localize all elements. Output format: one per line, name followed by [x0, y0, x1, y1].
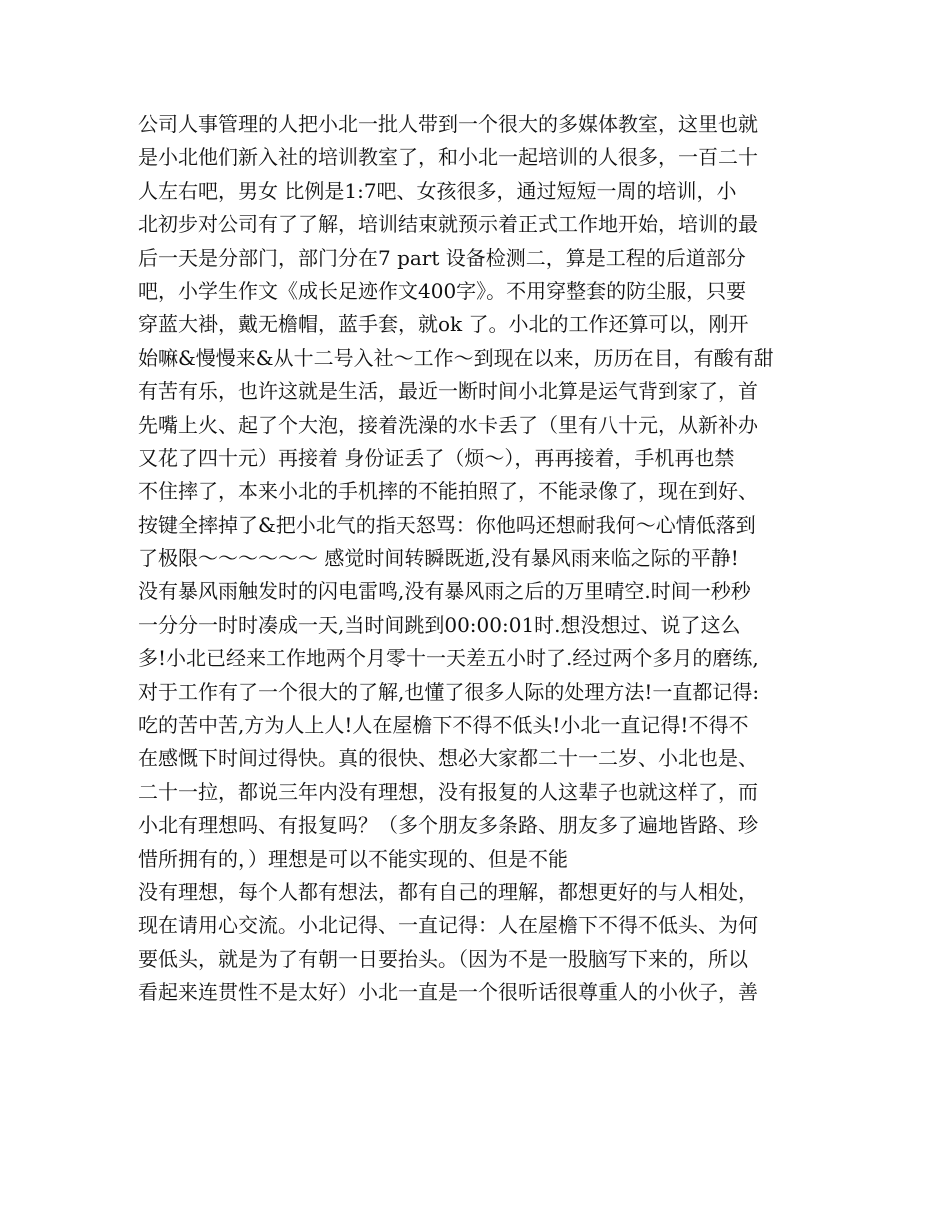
text-line: 没有暴风雨触发时的闪电雷鸣,没有暴风雨之后的万里晴空.时间一秒秒: [138, 579, 751, 604]
text-line: 小北有理想吗、有报复吗？（多个朋友多条路、朋友多了遍地皆路、珍: [138, 813, 758, 838]
text-line: 始嘛&慢慢来&从十二号入社～工作～到现在以来，历历在目，有酸有甜: [138, 345, 774, 370]
text-line: 后一天是分部门，部门分在7 part 设备检测二，算是工程的后道部分: [138, 245, 746, 270]
text-line: 没有理想，每个人都有想法，都有自己的理解，都想更好的与人相处，: [138, 879, 758, 904]
text-line: 穿蓝大褂，戴无檐帽，蓝手套，就ok 了。小北的工作还算可以，刚开: [138, 312, 749, 337]
text-line: 要低头，就是为了有朝一日要抬头。（因为不是一股脑写下来的，所以: [138, 946, 748, 971]
text-line: 北初步对公司有了了解，培训结束就预示着正式工作地开始，培训的最: [138, 212, 758, 237]
text-line: 吧，小学生作文《成长足迹作文400字》。不用穿整套的防尘服，只要: [138, 278, 747, 303]
text-line: 吃的苦中苦,方为人上人!人在屋檐下不得不低头!小北一直记得!不得不: [138, 713, 749, 738]
text-line: 了极限～～～～～～ 感觉时间转瞬既逝,没有暴风雨来临之际的平静!: [138, 546, 739, 571]
text-line: 先嘴上火、起了个大泡，接着洗澡的水卡丢了（里有八十元，从新补办: [138, 412, 758, 437]
body-text: [138, 108, 828, 1010]
text-line: 现在请用心交流。小北记得、一直记得：人在屋檐下不得不低头、为何: [138, 913, 758, 938]
text-line: 又花了四十元）再接着 身份证丢了（烦～），再再接着，手机再也禁: [138, 445, 735, 470]
text-line: 看起来连贯性不是太好）小北一直是一个很听话很尊重人的小伙子，善: [138, 980, 758, 1005]
text-line: 多!小北已经来工作地两个月零十一天差五小时了.经过两个多月的磨练,: [138, 646, 759, 671]
text-line: 在感慨下时间过得快。真的很快、想必大家都二十一二岁、小北也是、: [138, 746, 758, 771]
text-line: 是小北他们新入社的培训教室了，和小北一起培训的人很多，一百二十: [138, 145, 758, 170]
text-line: 二十一拉，都说三年内没有理想，没有报复的人这辈子也就这样了，而: [138, 779, 758, 804]
text-line: 有苦有乐，也许这就是生活，最近一断时间小北算是运气背到家了，首: [138, 379, 758, 404]
text-line: 一分分一时时凑成一天,当时间跳到00:00:01时.想没想过、说了这么: [138, 612, 741, 637]
text-line: 公司人事管理的人把小北一批人带到一个很大的多媒体教室，这里也就: [138, 112, 758, 136]
text-line: 人左右吧，男女 比例是1:7吧、女孩很多，通过短短一周的培训，小: [138, 178, 737, 203]
text-line: 按键全摔掉了&把小北气的指天怒骂：你他吗还想耐我何～心情低落到: [138, 512, 756, 537]
text-line: 不住摔了，本来小北的手机摔的不能拍照了，不能录像了，现在到好、: [138, 479, 758, 504]
text-line: 惜所拥有的，）理想是可以不能实现的、但是不能: [138, 846, 568, 871]
text-line: 对于工作有了一个很大的了解,也懂了很多人际的处理方法!一直都记得:: [138, 679, 760, 704]
